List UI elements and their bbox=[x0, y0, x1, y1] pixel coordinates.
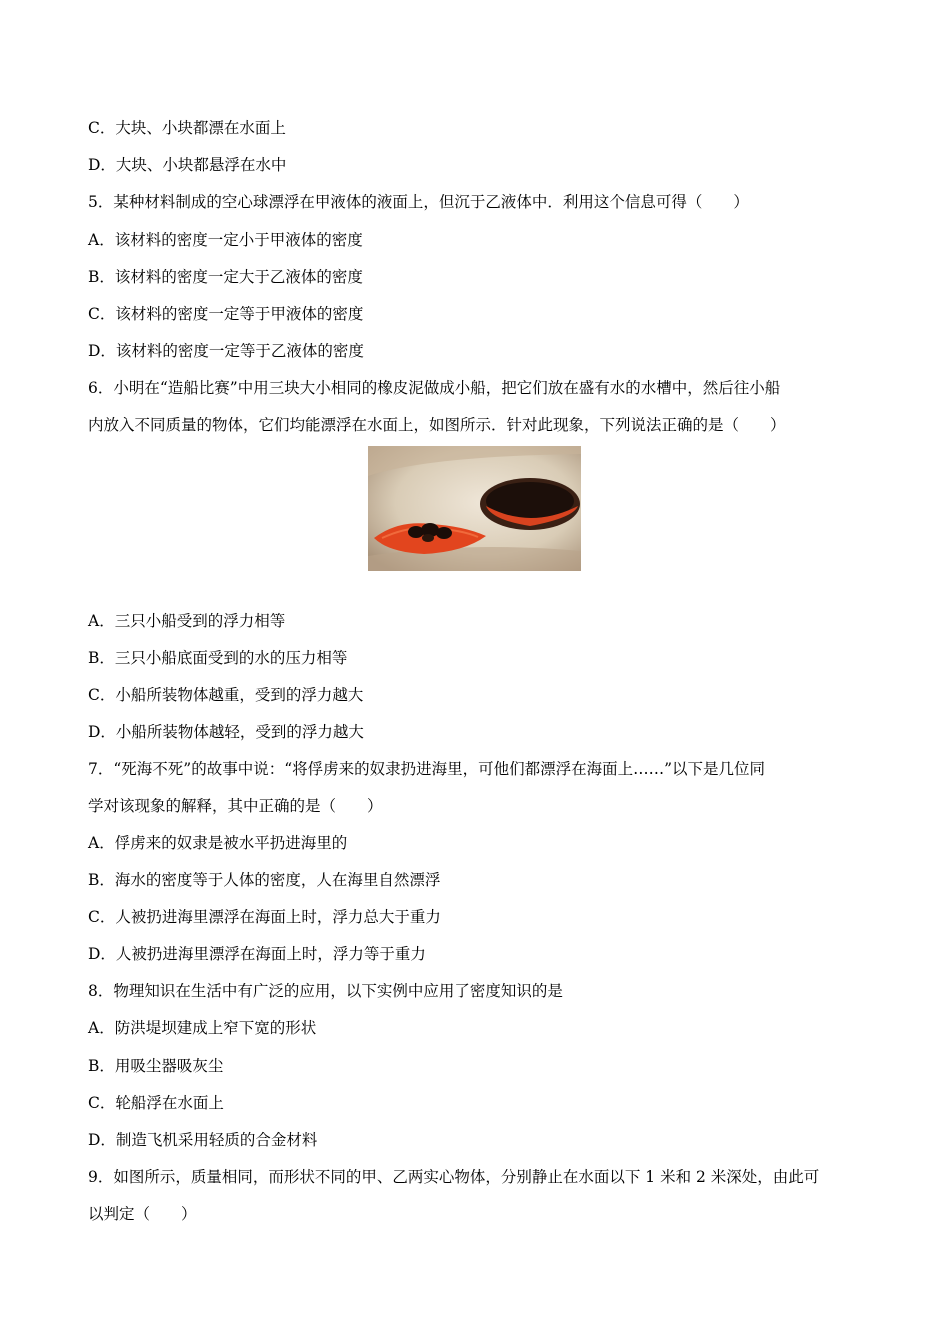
option-5c: C．该材料的密度一定等于甲液体的密度 bbox=[88, 305, 364, 323]
boats-photo bbox=[368, 446, 581, 571]
option-6a: A．三只小船受到的浮力相等 bbox=[88, 612, 286, 630]
option-4c: C．大块、小块都漂在水面上 bbox=[88, 119, 286, 137]
option-5b: B．该材料的密度一定大于乙液体的密度 bbox=[88, 268, 363, 286]
option-8c: C．轮船浮在水面上 bbox=[88, 1094, 224, 1112]
option-6b: B．三只小船底面受到的水的压力相等 bbox=[88, 649, 348, 667]
question-7-line2: 学对该现象的解释，其中正确的是（ ） bbox=[88, 797, 383, 815]
option-5a: A．该材料的密度一定小于甲液体的密度 bbox=[88, 231, 363, 249]
option-8b: B．用吸尘器吸灰尘 bbox=[88, 1057, 224, 1075]
option-5d: D．该材料的密度一定等于乙液体的密度 bbox=[88, 342, 364, 360]
option-8d: D．制造飞机采用轻质的合金材料 bbox=[88, 1131, 318, 1149]
option-6c: C．小船所装物体越重，受到的浮力越大 bbox=[88, 686, 364, 704]
option-7a: A．俘虏来的奴隶是被水平扔进海里的 bbox=[88, 834, 348, 852]
question-9-line2: 以判定（ ） bbox=[88, 1205, 197, 1223]
option-4d: D．大块、小块都悬浮在水中 bbox=[88, 156, 287, 174]
question-6-line2: 内放入不同质量的物体，它们均能漂浮在水面上，如图所示．针对此现象，下列说法正确的是（ ） bbox=[88, 416, 786, 434]
question-9-line1: 9．如图所示，质量相同，而形状不同的甲、乙两实心物体，分别静止在水面以下 1 米和 2 米深处，由此可 bbox=[88, 1168, 820, 1186]
option-8a: A．防洪堤坝建成上窄下宽的形状 bbox=[88, 1019, 317, 1037]
question-7-line1: 7．“死海不死”的故事中说：“将俘虏来的奴隶扔进海里，可他们都漂浮在海面上……”以下是几位同 bbox=[88, 760, 766, 778]
option-7d: D．人被扔进海里漂浮在海面上时，浮力等于重力 bbox=[88, 945, 426, 963]
option-7b: B．海水的密度等于人体的密度，人在海里自然漂浮 bbox=[88, 871, 441, 889]
option-6d: D．小船所装物体越轻，受到的浮力越大 bbox=[88, 723, 364, 741]
question-5: 5．某种材料制成的空心球漂浮在甲液体的液面上，但沉于乙液体中．利用这个信息可得（ ） bbox=[88, 193, 749, 211]
question-6-line1: 6．小明在“造船比赛”中用三块大小相同的橡皮泥做成小船，把它们放在盛有水的水槽中，然后往小船 bbox=[88, 379, 781, 397]
option-7c: C．人被扔进海里漂浮在海面上时，浮力总大于重力 bbox=[88, 908, 441, 926]
question-8: 8．物理知识在生活中有广泛的应用，以下实例中应用了密度知识的是 bbox=[88, 982, 563, 1000]
